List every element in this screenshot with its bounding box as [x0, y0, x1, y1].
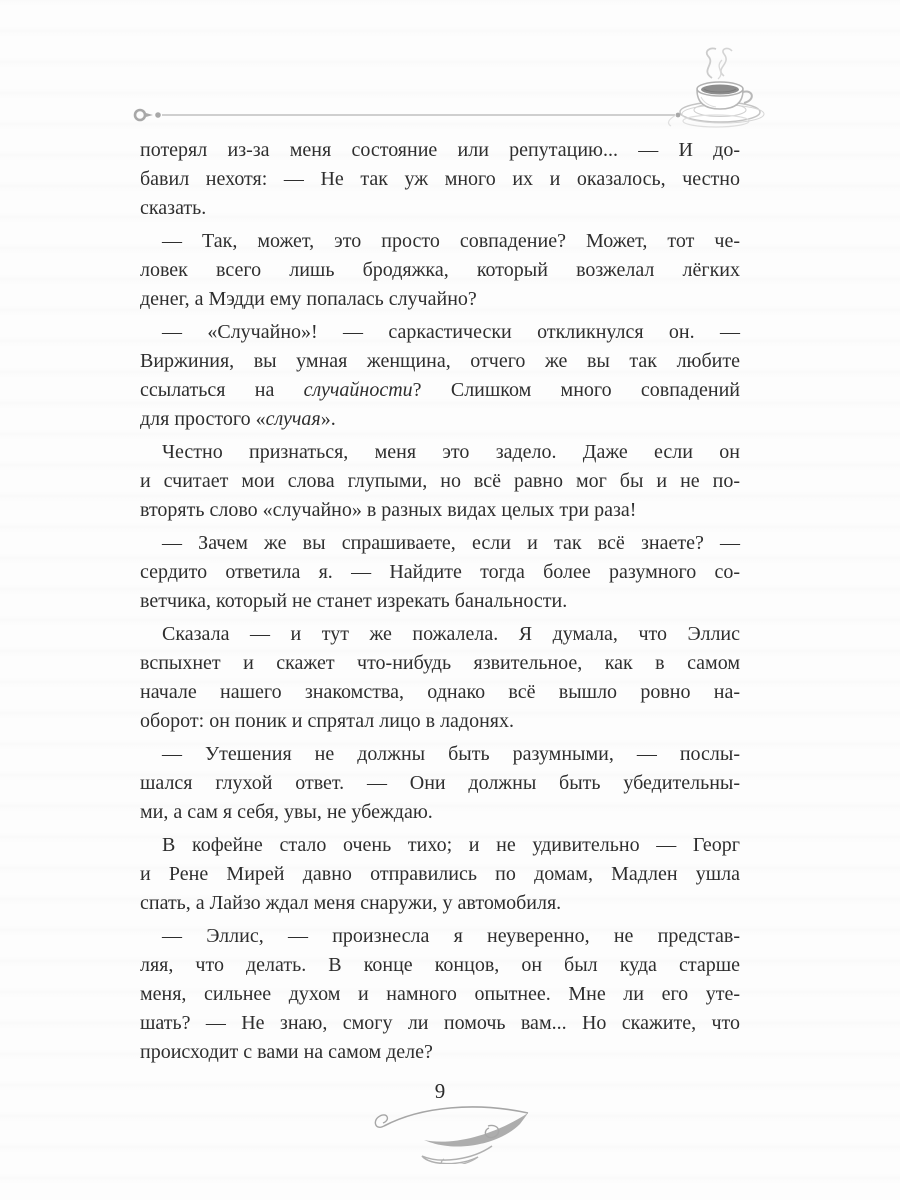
paragraph — [140, 529, 740, 616]
paragraph — [140, 227, 740, 314]
header-rule — [130, 103, 690, 127]
text-line: спать, а Лайзо ждал меня снаружи, у автомобиля. — [140, 892, 562, 914]
text-block — [140, 136, 740, 1067]
text-line: — Зачем же вы спрашиваете, если и так всё знаете? — — [162, 532, 740, 554]
text-line: оборот: он поник и спрятал лицо в ладонях. — [140, 710, 515, 732]
text-line: денег, а Мэдди ему попалась случайно? — [140, 288, 477, 310]
text-line: шать? — Не знаю, смогу ли помочь вам... Но скажите, что — [140, 1012, 740, 1034]
text-line: ловек всего лишь бродяжка, который возжелал лёгких — [140, 259, 740, 281]
text-line: происходит с вами на самом деле? — [140, 1041, 433, 1063]
paragraph — [140, 740, 740, 827]
paragraph — [140, 136, 740, 223]
text-line: — «Случайно»! — саркастически откликнулся он. — — [162, 321, 740, 343]
text-line: шался глухой ответ. — Они должны быть убедительны- — [140, 772, 740, 794]
text-line: Сказала — и тут же пожалела. Я думала, что Эллис — [162, 623, 740, 645]
text-line: сказать. — [140, 197, 207, 219]
text-line: меня, сильнее духом и намного опытнее. Мне ли его уте- — [140, 983, 740, 1005]
paragraph — [140, 922, 740, 1067]
text-line: — Так, может, это просто совпадение? Может, тот че- — [162, 230, 740, 252]
text-line: вспыхнет и скажет что-нибудь язвительное, как в самом — [140, 652, 740, 674]
text-line: ляя, что делать. В конце концов, он был куда старше — [140, 954, 740, 976]
text-line: сердито ответила я. — Найдите тогда более разумного со- — [140, 561, 740, 583]
text-line: и считает мои слова глупыми, но всё равно мог бы и не по- — [140, 470, 740, 492]
text-line: для простого «случая». — [140, 408, 336, 430]
text-line: Виржиния, вы умная женщина, отчего же вы так любите — [140, 350, 740, 372]
text-line: и Рене Мирей давно отправились по домам, Мадлен ушла — [140, 863, 740, 885]
text-line: В кофейне стало очень тихо; и не удивительно — Георг — [162, 834, 740, 856]
paragraph — [140, 620, 740, 736]
text-line: ссылаться на случайности? Слишком много совпадений — [140, 379, 740, 401]
text-line: бавил нехотя: — Не так уж много их и оказалось, честно — [140, 168, 740, 190]
text-line: Честно признаться, меня это задело. Даже если он — [162, 441, 740, 463]
text-line: начале нашего знакомства, однако всё вышло ровно на- — [140, 681, 740, 703]
flourish-icon — [372, 1102, 540, 1164]
page-number: 9 — [434, 1079, 446, 1103]
text-line: — Эллис, — произнесла я неуверенно, не представ- — [162, 925, 740, 947]
text-line: — Утешения не должны быть разумными, — послы- — [162, 743, 740, 765]
coffee-cup-icon — [652, 45, 797, 133]
paragraph — [140, 318, 740, 434]
text-line: потерял из-за меня состояние или репутацию... — И до- — [140, 139, 740, 161]
paragraph — [140, 831, 740, 918]
text-line: вторять слово «случайно» в разных видах целых три раза! — [140, 499, 637, 521]
paragraph — [140, 438, 740, 525]
text-line: ветчика, который не станет изрекать банальности. — [140, 590, 568, 612]
text-line: ми, а сам я себя, увы, не убеждаю. — [140, 801, 433, 823]
